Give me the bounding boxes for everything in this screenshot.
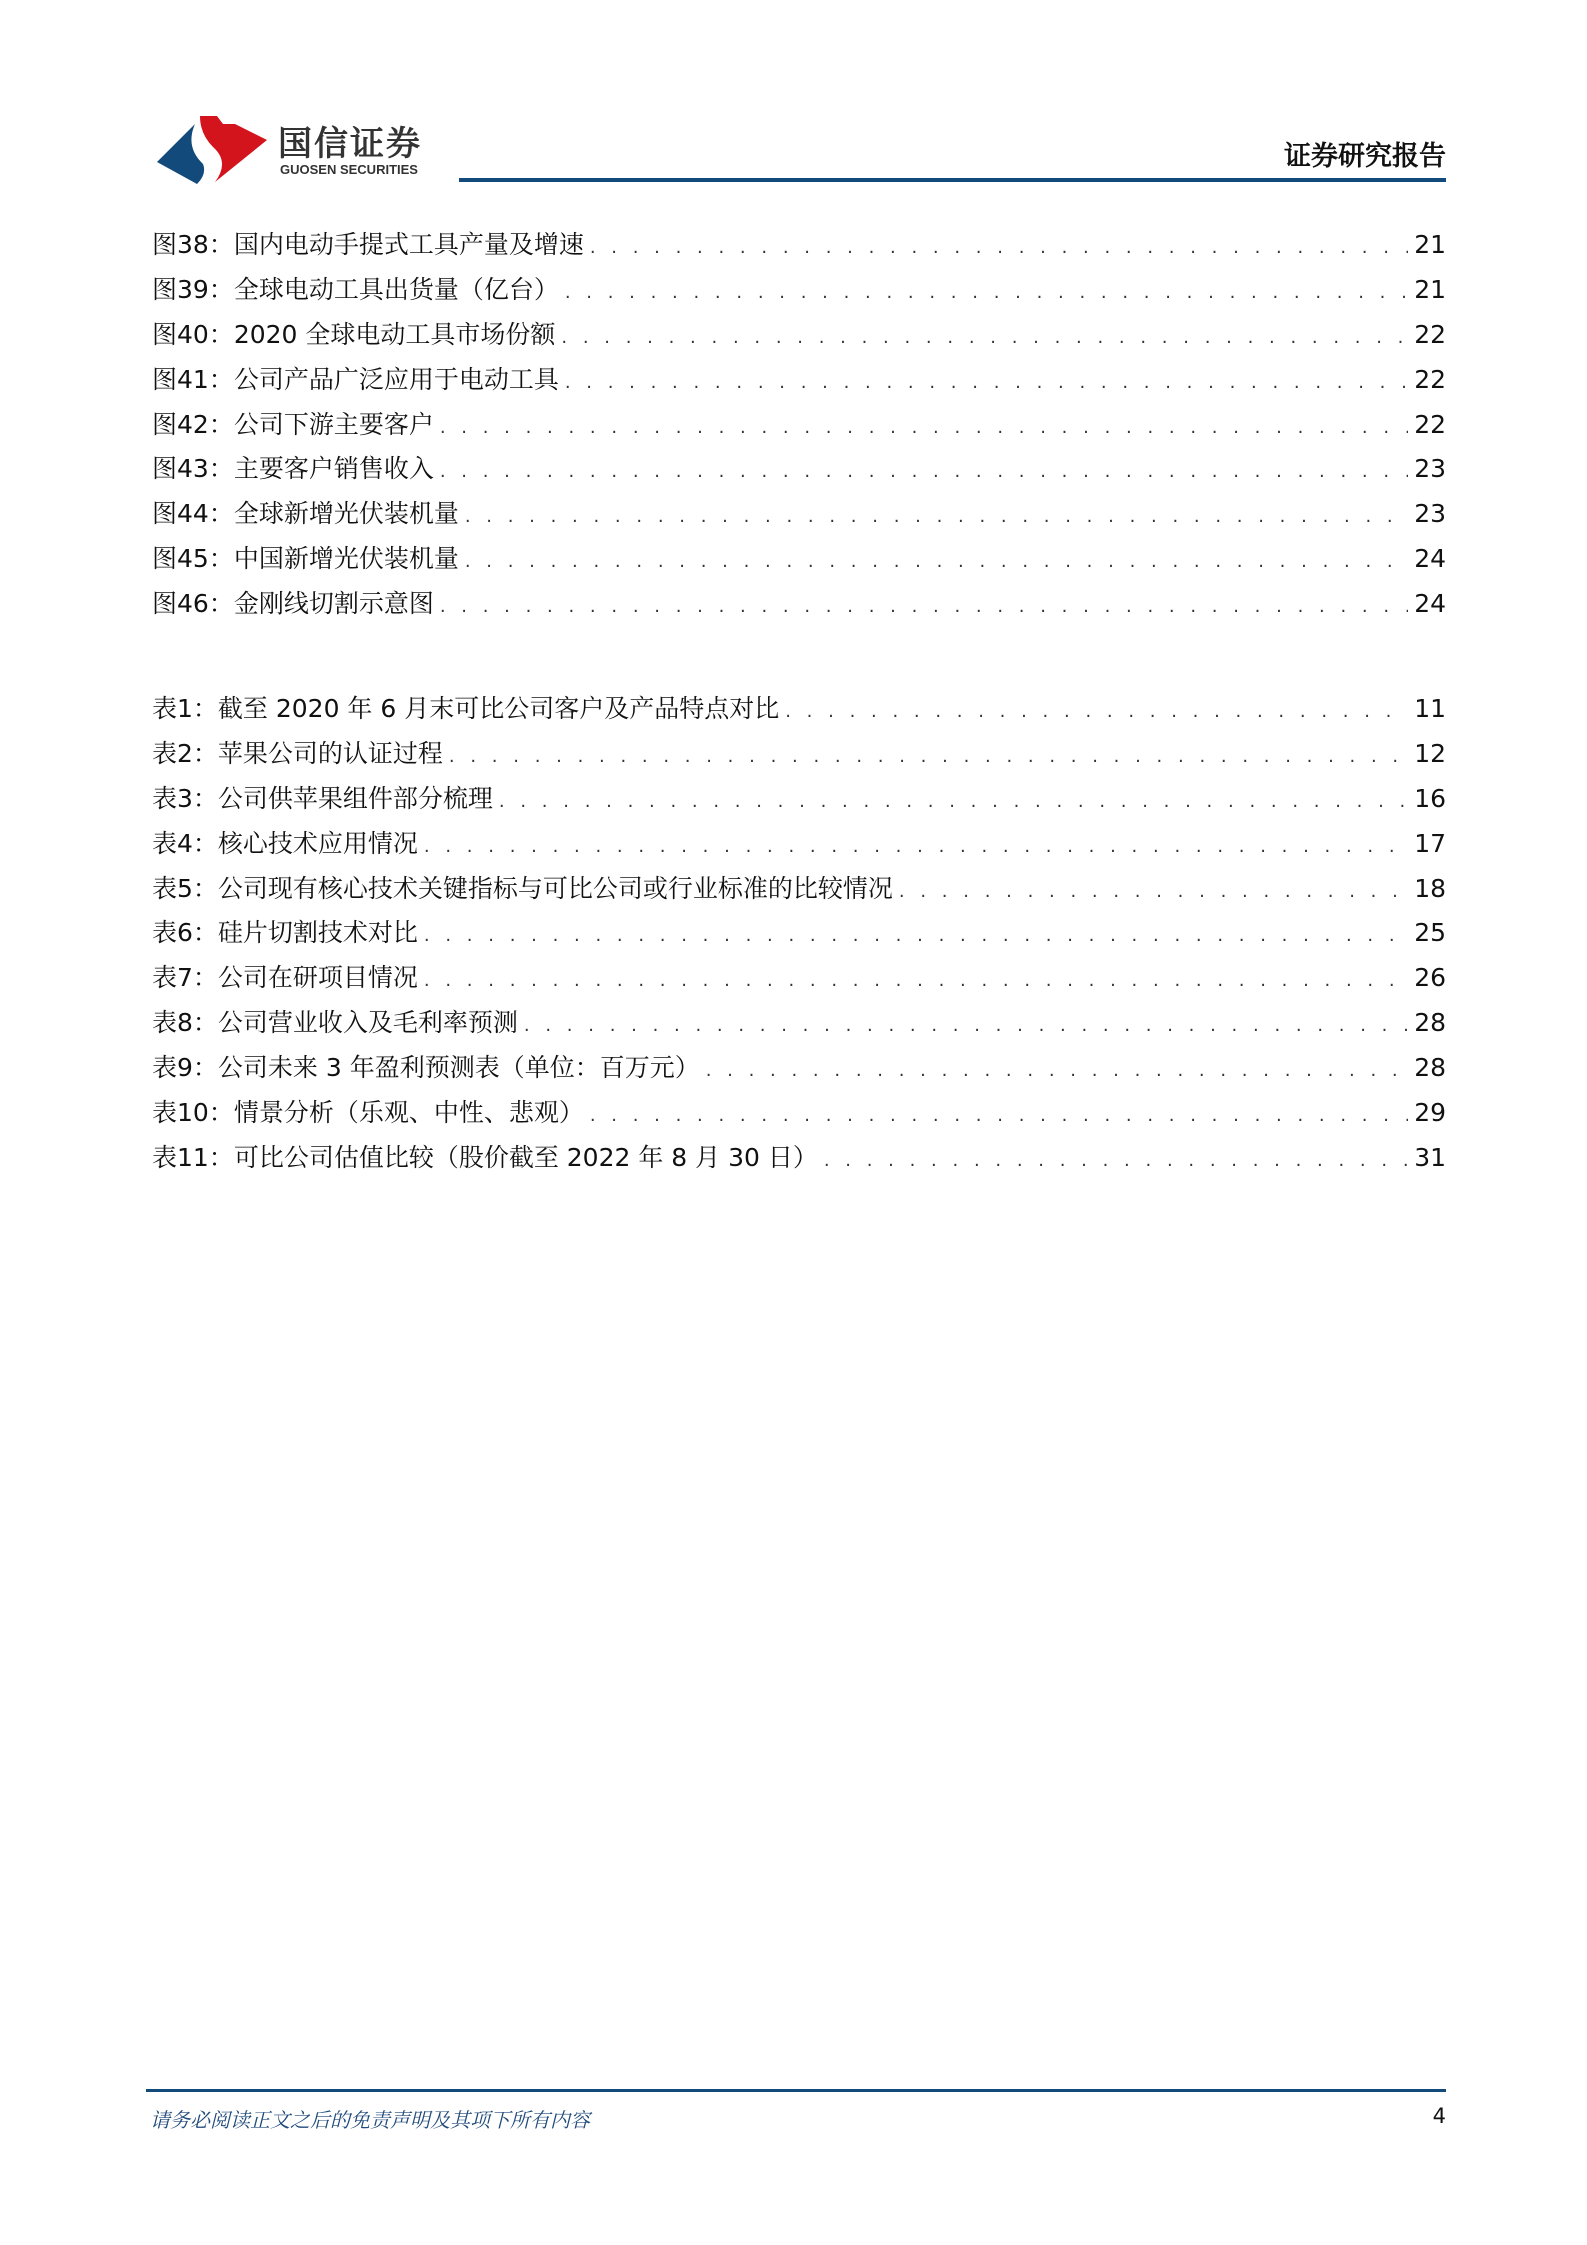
entry-label: 表9： [152,1053,218,1083]
entry-label: 图44： [152,499,234,529]
entry-title: 全球新增光伏装机量 [233,499,459,529]
toc-entry[interactable] [152,315,1446,360]
toc-entry[interactable] [152,270,1446,315]
toc-entry[interactable] [152,824,1446,869]
dot-leader [424,836,1408,857]
entry-label: 图42： [152,409,234,439]
toc-entry[interactable] [152,1138,1446,1183]
dot-leader [440,596,1408,617]
entry-title: 公司营业收入及毛利率预测 [217,1008,518,1038]
entry-page: 26 [1414,963,1446,993]
toc-entry[interactable] [152,1093,1446,1138]
toc-entry[interactable] [152,869,1446,914]
dot-leader [449,746,1408,767]
toc-entry[interactable] [152,449,1446,494]
entry-title: 公司在研项目情况 [217,963,418,993]
toc-entry[interactable] [152,779,1446,824]
dot-leader [465,551,1408,572]
entry-page: 21 [1414,274,1446,304]
entry-label: 表6： [152,918,218,948]
footer-divider [146,2089,1446,2092]
entry-label: 表8： [152,1008,218,1038]
entry-page: 24 [1414,589,1446,619]
logo-text-en: GUOSEN SECURITIES [280,162,418,177]
entry-label: 表3： [152,783,218,813]
guosen-logo [155,112,455,187]
entry-title: 主要客户销售收入 [233,454,434,484]
dot-leader [565,372,1408,393]
entry-label: 图40： [152,319,234,349]
dot-leader [465,506,1408,527]
entry-label: 表5： [152,873,218,903]
entry-title: 可比公司估值比较（股价截至 2022 年 8 月 30 日） [233,1142,818,1172]
entry-page: 24 [1414,544,1446,574]
entry-label: 图43： [152,454,234,484]
entry-page: 17 [1414,828,1446,858]
dot-leader [565,282,1408,303]
toc-entry[interactable] [152,1048,1446,1093]
entry-label: 图38： [152,230,234,259]
dot-leader [785,701,1408,722]
entry-page: 16 [1414,783,1446,813]
entry-title: 国内电动手提式工具产量及增速 [233,230,584,259]
entry-label: 图46： [152,589,234,619]
toc-entry[interactable] [152,734,1446,779]
entry-label: 表7： [152,963,218,993]
entry-label: 图45： [152,544,234,574]
entry-label: 表10： [152,1098,234,1128]
entry-page: 31 [1414,1142,1446,1172]
figure-list [152,225,1446,629]
dot-leader [824,1150,1408,1171]
toc-entry[interactable] [152,913,1446,958]
toc-entry[interactable] [152,689,1446,734]
entry-page: 22 [1414,409,1446,439]
entry-page: 18 [1414,873,1446,903]
entry-label: 表2： [152,738,218,768]
entry-page: 22 [1414,364,1446,394]
entry-title: 2020 全球电动工具市场份额 [233,319,556,349]
entry-title: 苹果公司的认证过程 [217,738,443,768]
logo-text-cn: 国信证券 [278,124,422,164]
entry-title: 公司下游主要客户 [233,409,434,439]
toc-entry[interactable] [152,360,1446,405]
entry-title: 情景分析（乐观、中性、悲观） [233,1098,584,1128]
dot-leader [424,970,1408,991]
toc-entry[interactable] [152,405,1446,450]
entry-page: 23 [1414,454,1446,484]
toc-entry[interactable] [152,958,1446,1003]
dot-leader [524,1015,1408,1036]
dot-leader [440,461,1408,482]
entry-label: 表11： [152,1142,234,1172]
entry-page: 21 [1414,230,1446,259]
entry-title: 全球电动工具出货量（亿台） [233,274,559,304]
logo-mark-icon [155,112,270,187]
toc-entry[interactable] [152,1003,1446,1048]
dot-leader [561,327,1408,348]
toc-entry[interactable] [152,494,1446,539]
toc-entry[interactable] [152,584,1446,629]
toc-entry[interactable] [152,225,1446,270]
dot-leader [424,925,1408,946]
entry-page: 28 [1414,1053,1446,1083]
entry-label: 图41： [152,364,234,394]
entry-label: 表4： [152,828,218,858]
dot-leader [899,881,1408,902]
entry-page: 28 [1414,1008,1446,1038]
entry-title: 金刚线切割示意图 [233,589,434,619]
dot-leader [590,237,1408,258]
entry-page: 11 [1414,694,1446,723]
toc-entry[interactable] [152,539,1446,584]
entry-page: 25 [1414,918,1446,948]
disclaimer-note: 请务必阅读正文之后的免责声明及其项下所有内容 [150,2108,590,2132]
entry-label: 表1： [152,694,218,723]
entry-label: 图39： [152,274,234,304]
entry-title: 公司现有核心技术关键指标与可比公司或行业标准的比较情况 [217,873,893,903]
entry-title: 核心技术应用情况 [217,828,418,858]
entry-title: 中国新增光伏装机量 [233,544,459,574]
entry-title: 公司未来 3 年盈利预测表（单位：百万元） [217,1053,700,1083]
dot-leader [590,1105,1408,1126]
entry-title: 公司产品广泛应用于电动工具 [233,364,559,394]
entry-page: 29 [1414,1098,1446,1128]
entry-page: 22 [1414,319,1446,349]
dot-leader [440,417,1408,438]
page-number: 4 [1432,2104,1446,2128]
entry-page: 12 [1414,738,1446,768]
header-divider [459,178,1446,182]
report-type-title: 证券研究报告 [1284,141,1446,172]
entry-title: 硅片切割技术对比 [217,918,418,948]
entry-page: 23 [1414,499,1446,529]
entry-title: 截至 2020 年 6 月末可比公司客户及产品特点对比 [217,694,780,723]
entry-title: 公司供苹果组件部分梳理 [217,783,493,813]
dot-leader [499,791,1408,812]
dot-leader [706,1060,1408,1081]
table-list [152,689,1446,1183]
